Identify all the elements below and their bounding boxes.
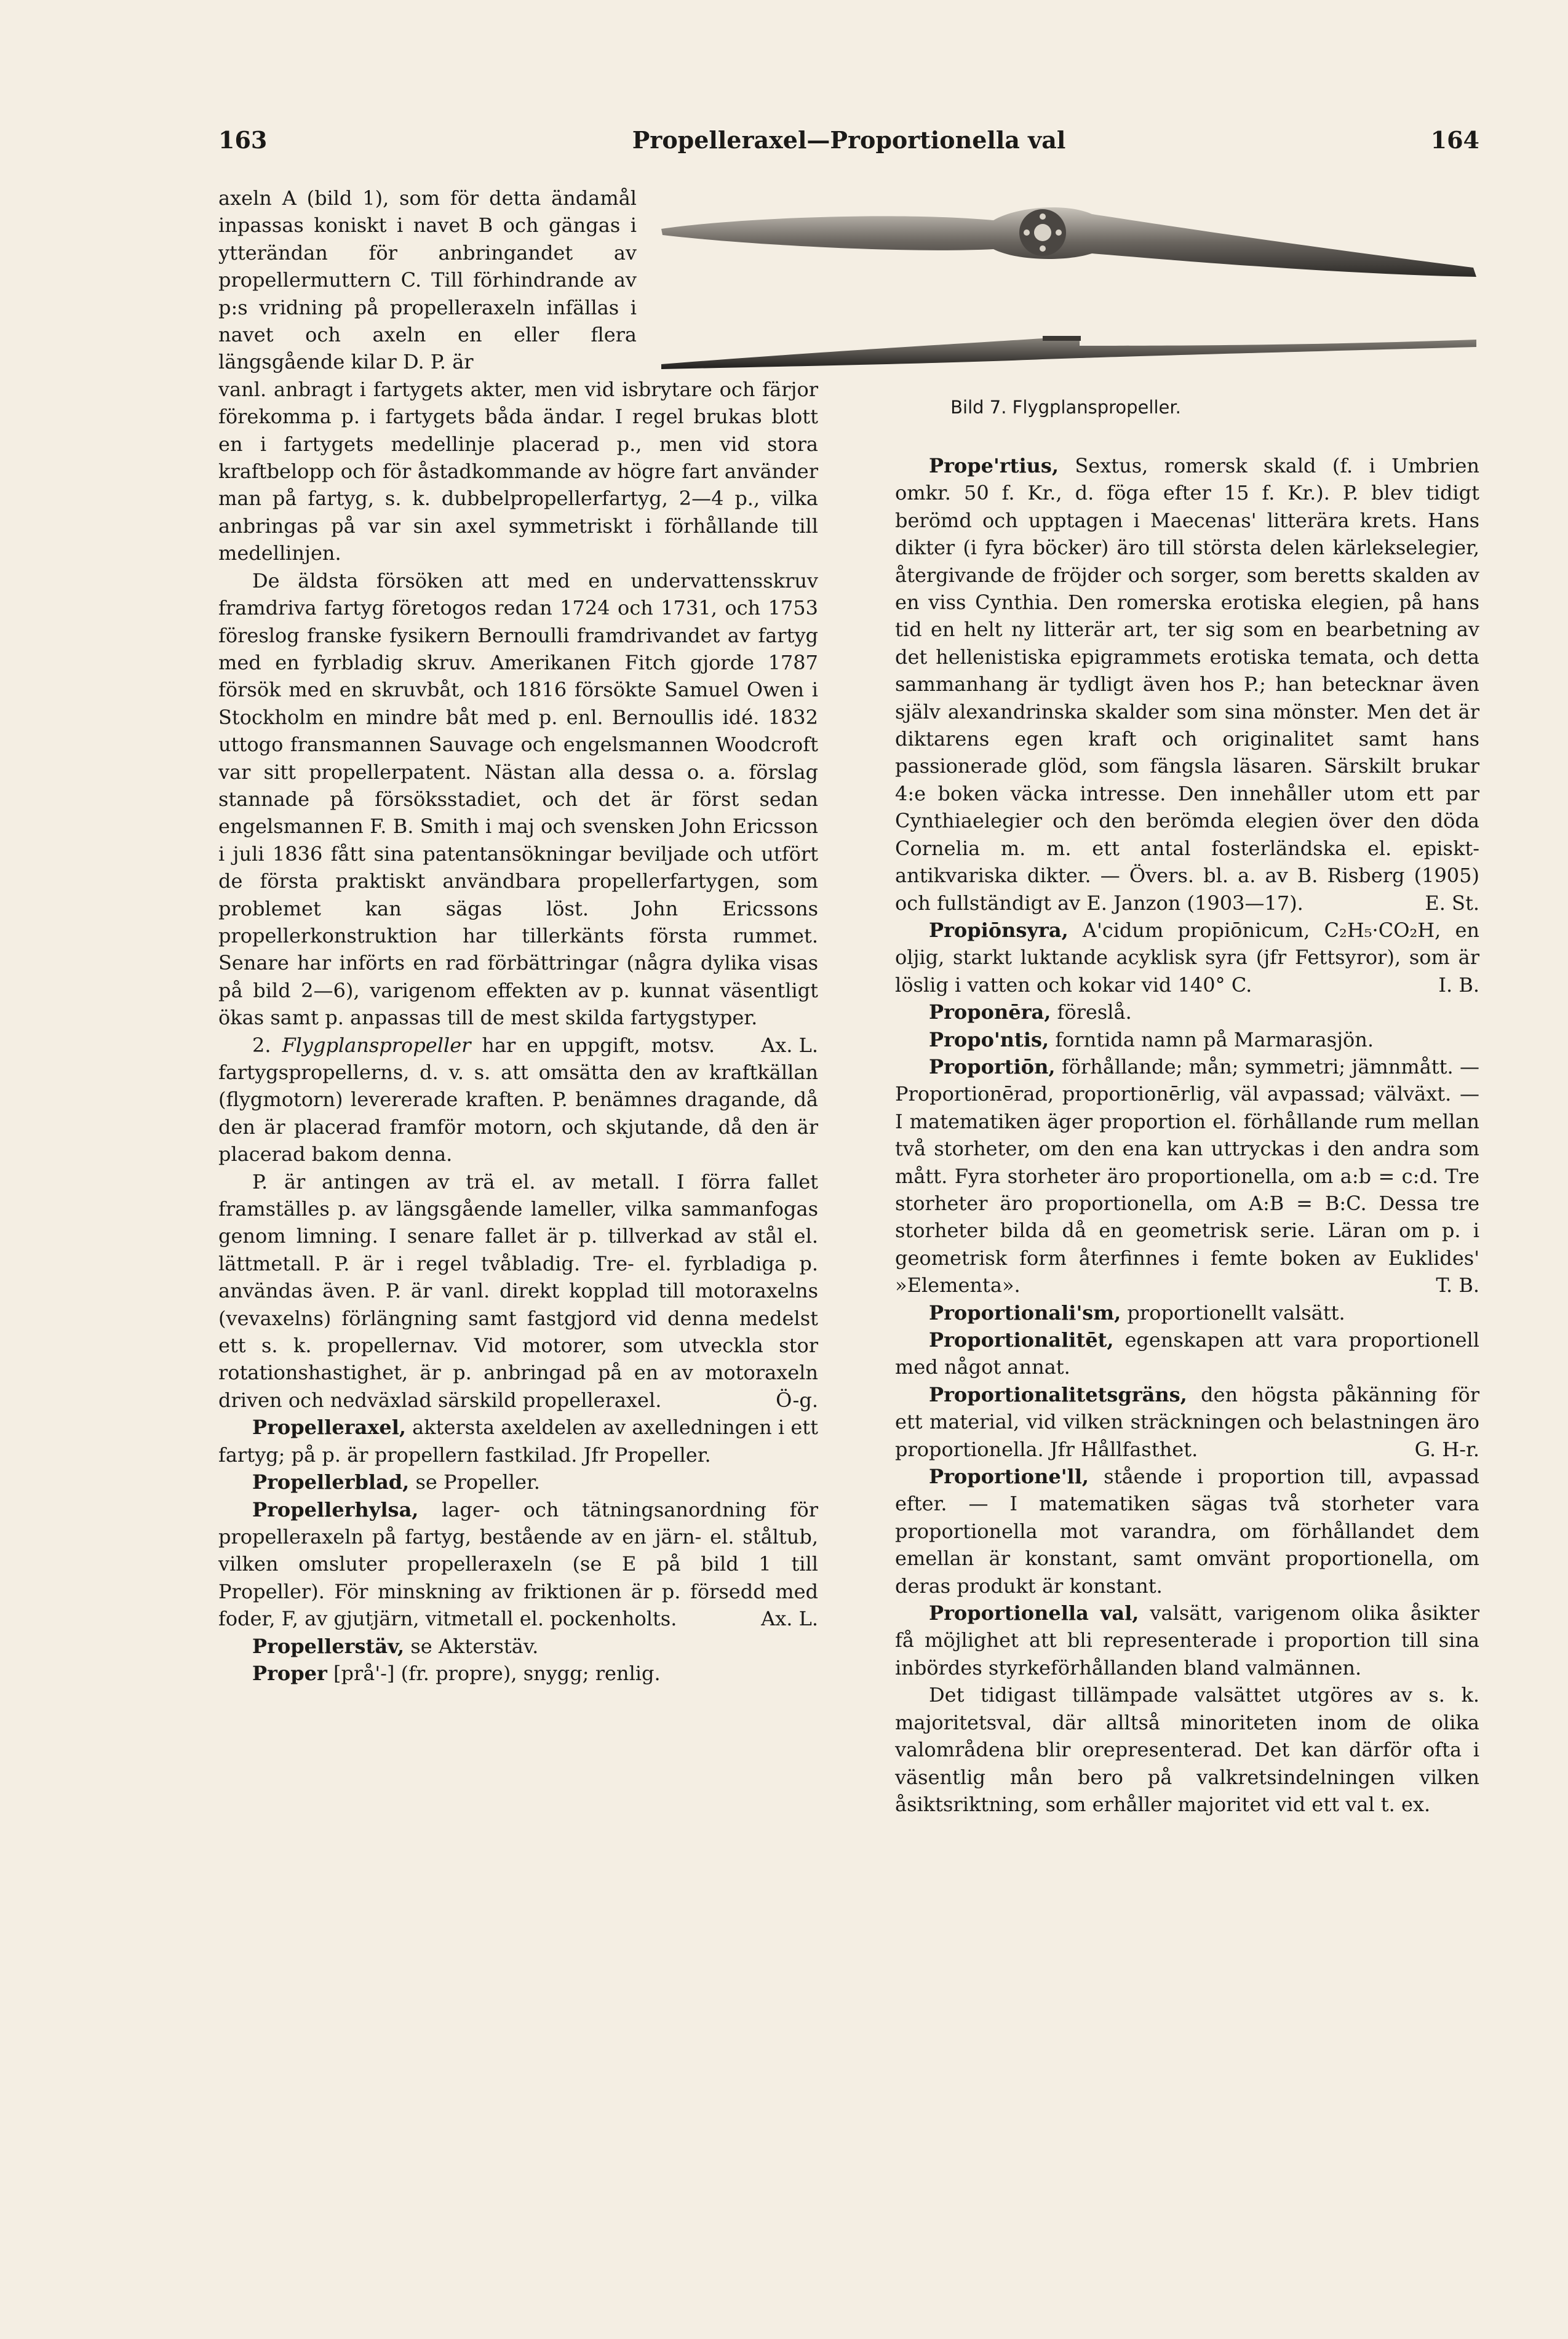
entry-headword: Proportionella val, — [929, 1601, 1139, 1625]
section-term: Flygplanspropeller — [282, 1033, 471, 1057]
entry-body: se Propeller. — [409, 1470, 540, 1494]
signature: Ax. L. — [761, 1607, 818, 1631]
entry-proportionalitet — [895, 1326, 1479, 1381]
signature: I. B. — [1438, 973, 1479, 997]
page-number-left: 163 — [218, 126, 268, 154]
entry-headword: Proportione'll, — [929, 1465, 1089, 1489]
entry-body: förhållande; mån; symmetri; jämnmått. — Proportionērad, proportionērlig, väl avpassad; välväxt. — I matematiken äger proportion el. förhållande rum mellan två storheter, om den ena kan uttryckas i den andra som mått. Fyra storheter äro proportionella, om a:b = c:d. Tre storheter äro proportionella, om A:B = B:C. Dessa tre storheter bilda då en geometrisk serie. Läran om p. i geometrisk form återfinnes i femte boken av Euklides' »Elementa». — [895, 1054, 1479, 1297]
entry-headword: Proponēra, — [929, 1000, 1051, 1024]
section-number: 2. — [252, 1033, 271, 1057]
entry-proportion — [895, 1053, 1479, 1299]
paragraph-wrap: axeln A (bild 1), som för detta ändamål inpassas koniskt i navet B och gängas i ytterändan för anbringandet av propellermuttern C. Till förhindrande av p:s vridning på propelleraxeln infällas i navet och axeln en eller flera längsgående kilar D. P. är — [218, 186, 637, 374]
entry-headword: Proportionalitēt, — [929, 1328, 1114, 1352]
right-column — [895, 452, 1479, 1818]
entry-proportionella-val — [895, 1600, 1479, 1681]
entry-propertius — [895, 452, 1479, 917]
entry-propionsyra — [895, 917, 1479, 998]
paragraph — [218, 1168, 818, 1414]
entry-headword: Prope'rtius, — [929, 454, 1059, 477]
signature: Ax. L. — [761, 1033, 818, 1057]
entry-propelleraxel — [218, 1414, 818, 1468]
entry-body: [prå'-] (fr. propre), snygg; renlig. — [327, 1661, 661, 1685]
entry-headword: Proportiōn, — [929, 1054, 1056, 1078]
entry-body: egenskapen att vara proportionell med något annat. — [895, 1328, 1479, 1379]
entry-headword: Proportionali'sm, — [929, 1301, 1121, 1325]
entry-propontis — [895, 1026, 1479, 1053]
entry-headword: Propellerhylsa, — [252, 1497, 419, 1521]
entry-headword: Propellerblad, — [252, 1470, 410, 1494]
entry-headword: Proportionalitetsgräns, — [929, 1382, 1187, 1406]
entry-headword: Propellerstäv, — [252, 1634, 405, 1658]
entry-body: A'cidum propiōnicum, C₂H₅·CO₂H, en oljig, starkt luktande acyklisk syra (jfr Fettsyror), som är löslig i vatten och kokar vid 140° C. — [895, 918, 1479, 997]
entry-proportionell — [895, 1463, 1479, 1600]
entry-body: valsätt, varigenom olika åsikter få möjlighet att bli representerade i proportion till sina inbördes styrkeförhållanden bland valmännen. — [895, 1601, 1479, 1680]
page-header — [218, 126, 1479, 169]
entry-body: se Akterstäv. — [404, 1634, 539, 1658]
entry-headword: Proper — [252, 1661, 327, 1685]
paragraph-text: De äldsta försöken att med en undervattensskruv framdriva fartyg företogos redan 1724 och 1731, och 1753 föreslog franske fysikern Bernoulli framdrivandet av fartyg med en fyrbladig skruv. Amerikanen Fitch gjorde 1787 försök med en skruvbåt, och 1816 försökte Samuel Owen i Stockholm en mindre båt med p. enl. Bernoullis idé. 1832 uttogo fransmannen Sauvage och engelsmannen Woodcroft var sitt propellerpatent. Nästan alla dessa o. a. förslag stannade på försöksstadiet, och det är först sedan engelsmannen F. B. Smith i maj och svensken John Ericsson i juli 1836 fått sina patentansökningar beviljade och utfört de första praktiskt användbara propellerfartygen, som problemet kan sägas löst. John Ericssons propellerkonstruktion har tillerkänts första rummet. Senare har införts en rad förbättringar (några dylika visas på bild 2—6), varigenom effekten av p. kunnat väsentligt ökas samt p. anpassas till de mest skilda fartygstyper. — [218, 568, 818, 1030]
paragraph-text: P. är antingen av trä el. av metall. I förra fallet framställes p. av längsgående lameller, vilka sammanfogas genom limning. I senare fallet är p. tillverkad av stål el. lättmetall. P. är i regel tvåbladig. Tre- el. fyrbladiga p. användas även. P. är vanl. direkt kopplad till motoraxelns (vevaxelns) förlängning samt fastgjord vid denna medelst ett s. k. propellernav. Vid motorer, som utveckla stor rotationshastighet, är p. anbringad på en av motoraxeln driven och nedväxlad särskild propelleraxel. — [218, 1170, 818, 1412]
page-number-right: 164 — [1430, 126, 1479, 154]
entry-proper — [218, 1660, 818, 1687]
signature: E. St. — [1425, 891, 1479, 915]
entry-propellerstav — [218, 1633, 818, 1660]
entry-headword: Propo'ntis, — [929, 1027, 1049, 1051]
paragraph: vanl. anbragt i fartygets akter, men vid isbrytare och färjor förekomma p. i fartygets båda ändar. I regel brukas blott en i fartygets medellinje placerad p., men vid stora kraftbelopp och för åstadkommande av högre fart använder man på fartyg, s. k. dubbelpropellerfartyg, 2—4 p., vilka anbringas på var sin axel symmetriskt i förhållande till medellinjen. — [218, 377, 818, 565]
entry-proponera — [895, 998, 1479, 1026]
left-column — [218, 185, 818, 1687]
entry-body: Sextus, romersk skald (f. i Umbrien omkr. 50 f. Kr., d. föga efter 15 f. Kr.). P. blev tidigt berömd och upptagen i Maecenas' litterära krets. Hans dikter (i fyra böcker) äro till största delen kärlekselegier, återgivande de fröjder och sorger, som beretts skalden av en viss Cynthia. Den romerska erotiska elegien, på hans tid en helt ny litterär art, ter sig som en bearbetning av det hellenistiska epigrammets erotiska temata, och detta sammanhang är tydligt även hos P.; han betecknar även själv alexandrinska skalder som sina mönster. Men det är diktarens egen kraft och originalitet samt hans passionerade glöd, som fängsla läsaren. Särskilt brukar 4:e boken väcka intresse. Den innehåller utom ett par Cynthiaelegier och den berömda elegien över den döda Cornelia m. m. ett antal fosterländska el. episkt-antikvariska dikter. — Övers. bl. a. av B. Risberg (1905) och fullständigt av E. Janzon (1903—17). — [895, 454, 1479, 915]
paragraph-text: har en uppgift, motsv. fartygspropellerns, d. v. s. att omsätta den av kraftkällan (flygmotorn) levererade kraften. P. benämnes dragande, då den är placerad framför motorn, och skjutande, då den är placerad bakom denna. — [218, 1033, 818, 1166]
entry-body: proportionellt valsätt. — [1121, 1301, 1345, 1325]
signature: T. B. — [1436, 1273, 1479, 1297]
entry-body: den högsta påkänning för ett material, vid vilken sträckningen och belastningen äro proportionella. Jfr Hållfasthet. — [895, 1382, 1479, 1461]
entry-body: aktersta axeldelen av axelledningen i ett fartyg; på p. är propellern fastkilad. Jfr Propeller. — [218, 1416, 818, 1467]
paragraph: Det tidigast tillämpade valsättet utgöres av s. k. majoritetsval, där alltså minoriteten inom de olika valområdena blir orepresenterad. Det kan därför ofta i väsentlig mån bero på valkretsindelningen vilken åsiktsriktning, som erhåller majoritet vid ett val t. ex. — [895, 1683, 1479, 1816]
entry-body: stående i proportion till, avpassad efter. — I matematiken sägas två storheter vara proportionella mot varandra, om förhållandet dem emellan är konstant, samt omvänt proportionella, om deras produkt är konstant. — [895, 1465, 1479, 1598]
entry-headword: Propelleraxel, — [252, 1416, 406, 1440]
entry-body: lager- och tätningsanordning för propelleraxeln på fartyg, bestående av en järn- el. ståltub, vilken omsluter propelleraxeln (se E på bild 1 till Propeller). För minskning av friktionen är p. försedd med foder, F, av gjutjärn, vitmetall el. pockenholts. — [218, 1497, 818, 1631]
entry-propellerblad — [218, 1468, 818, 1496]
signature: G. H-r. — [1414, 1437, 1479, 1461]
entry-proportionalitetsgrans — [895, 1381, 1479, 1463]
figure-caption: Bild 7. Flygplanspropeller. — [950, 397, 1181, 418]
entry-propellerhylsa — [218, 1496, 818, 1633]
entry-body: föreslå. — [1051, 1000, 1132, 1024]
entry-body: forntida namn på Marmarasjön. — [1049, 1027, 1374, 1051]
entry-proportionalism — [895, 1299, 1479, 1326]
entry-headword: Propiōnsyra, — [929, 918, 1069, 942]
running-title: Propelleraxel—Proportionella val — [632, 126, 1066, 154]
signature: Ö-g. — [776, 1388, 818, 1412]
